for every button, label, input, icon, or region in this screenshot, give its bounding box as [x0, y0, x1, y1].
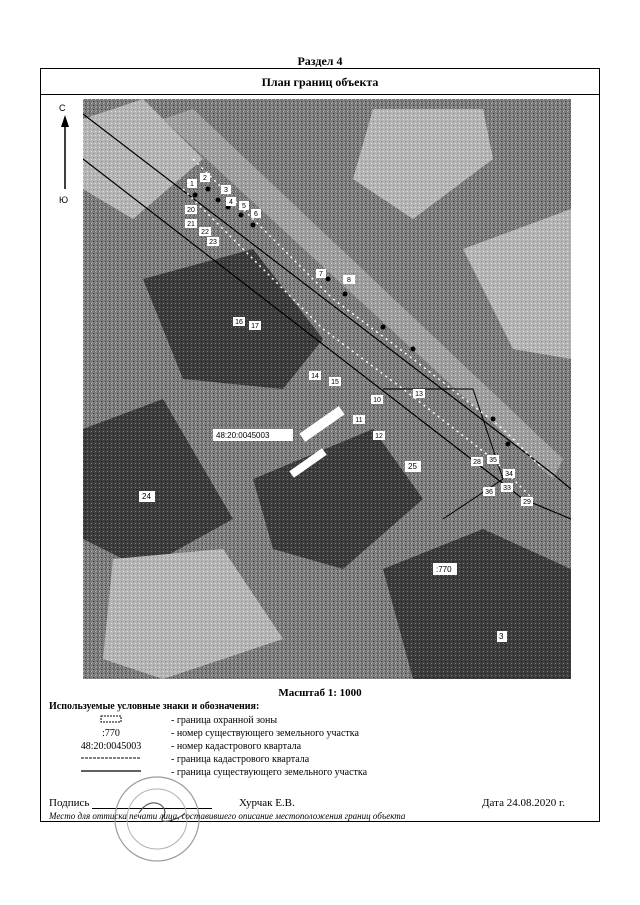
point-label [471, 457, 483, 466]
stamp-place-note: Место для оттиска печати лица, составившего описание местоположения границ объекта [49, 811, 406, 821]
svg-text:5: 5 [242, 203, 246, 210]
point-label [487, 455, 499, 464]
svg-text:11: 11 [355, 417, 363, 424]
svg-text:34: 34 [505, 471, 513, 478]
signature-date: Дата 24.08.2020 г. [482, 797, 565, 809]
svg-text:22: 22 [201, 229, 209, 236]
svg-text:25: 25 [408, 462, 417, 471]
svg-text:21: 21 [187, 221, 195, 228]
boundary-point [216, 198, 221, 203]
protection-zone-symbol-icon [100, 715, 122, 723]
svg-text:23: 23 [209, 239, 217, 246]
point-label [185, 219, 197, 228]
signature-label: Подпись [49, 797, 90, 809]
map-scale: Масштаб 1: 1000 [278, 687, 362, 699]
legend-symbol: :770 [102, 728, 120, 739]
compass-south-label: Ю [59, 195, 69, 205]
svg-text:2: 2 [203, 175, 207, 182]
compass [55, 103, 79, 213]
point-label [316, 269, 326, 278]
svg-text:15: 15 [331, 379, 339, 386]
point-label [343, 275, 355, 284]
point-label [483, 487, 495, 496]
svg-text:35: 35 [489, 457, 497, 464]
svg-text:4: 4 [229, 199, 233, 206]
cadastral-map [83, 99, 571, 679]
svg-text:1: 1 [190, 181, 194, 188]
svg-text::770: :770 [436, 565, 452, 574]
point-label [503, 469, 515, 478]
svg-text:13: 13 [415, 391, 423, 398]
svg-text:17: 17 [251, 323, 259, 330]
parcel-number-label [405, 461, 421, 472]
point-label [239, 201, 249, 210]
boundary-point [381, 325, 386, 330]
svg-text:8: 8 [347, 277, 351, 284]
point-label [207, 237, 219, 246]
boundary-point [506, 442, 511, 447]
point-label [199, 227, 211, 236]
svg-text:6: 6 [254, 211, 258, 218]
point-label [200, 173, 210, 182]
boundary-point [193, 193, 198, 198]
legend-symbol: 48:20:0045003 [80, 741, 142, 752]
point-label [413, 389, 425, 398]
plan-frame: План границ объекта С Ю 1 2 3 4 5 6 7 8 16 17 14 15 10 11 12 13 20 21 22 23 28 35 34 33 36 29 48:20:0045003 24 25 :770 3 Масштаб 1: 1000 Используемые условные знаки и обозначения: - граница охранной зоны :770 - номер существующего земельного участка 48:20:0045003 - номер кадастрового квартала - граница кадастрового квартала - граница существующего земельного участка Подпись Хурчак Е.В. Дата 24.08.2020 г. Место для оттиска печати лица, составившего описание местоположения границ объекта [40, 68, 600, 822]
quarter-number-label [213, 429, 293, 441]
svg-text:7: 7 [319, 271, 323, 278]
point-label [251, 209, 261, 218]
legend-title: Используемые условные знаки и обозначения: [49, 701, 260, 712]
signer-name: Хурчак Е.В. [239, 797, 295, 809]
boundary-point [251, 223, 256, 228]
point-label [521, 497, 533, 506]
point-label [309, 371, 321, 380]
svg-text:28: 28 [473, 459, 481, 466]
section-title: Раздел 4 [297, 54, 343, 68]
legend-symbol [41, 754, 181, 765]
svg-text:33: 33 [503, 485, 511, 492]
point-label [187, 179, 197, 188]
point-label [221, 185, 231, 194]
svg-text:24: 24 [142, 492, 151, 501]
aerial-photo [83, 99, 571, 679]
svg-text:14: 14 [311, 373, 319, 380]
svg-text:12: 12 [375, 433, 383, 440]
boundary-point [343, 292, 348, 297]
svg-text:16: 16 [235, 319, 243, 326]
compass-north-label: С [59, 103, 66, 113]
point-label [371, 395, 383, 404]
legend-symbol [41, 715, 181, 726]
svg-text:36: 36 [485, 489, 493, 496]
svg-text:48:20:0045003: 48:20:0045003 [216, 431, 270, 440]
parcel-number-label [433, 563, 457, 575]
point-label [353, 415, 365, 424]
point-label [373, 431, 385, 440]
point-label [226, 197, 236, 206]
svg-text:3: 3 [499, 632, 504, 641]
point-label [329, 377, 341, 386]
point-label [501, 483, 513, 492]
parcel-number-label [139, 491, 155, 502]
point-label [249, 321, 261, 330]
svg-text:29: 29 [523, 499, 531, 506]
svg-text:10: 10 [373, 397, 381, 404]
boundary-point [326, 277, 331, 282]
svg-text:20: 20 [187, 207, 195, 214]
parcel-number-label [497, 631, 507, 642]
point-label [185, 205, 197, 214]
quarter-boundary-symbol-icon [81, 754, 141, 762]
boundary-point [239, 213, 244, 218]
boundary-point [411, 347, 416, 352]
boundary-point [491, 417, 496, 422]
point-label [233, 317, 245, 326]
boundary-point [206, 187, 211, 192]
svg-text:3: 3 [224, 187, 228, 194]
plan-title: План границ объекта [41, 69, 599, 95]
